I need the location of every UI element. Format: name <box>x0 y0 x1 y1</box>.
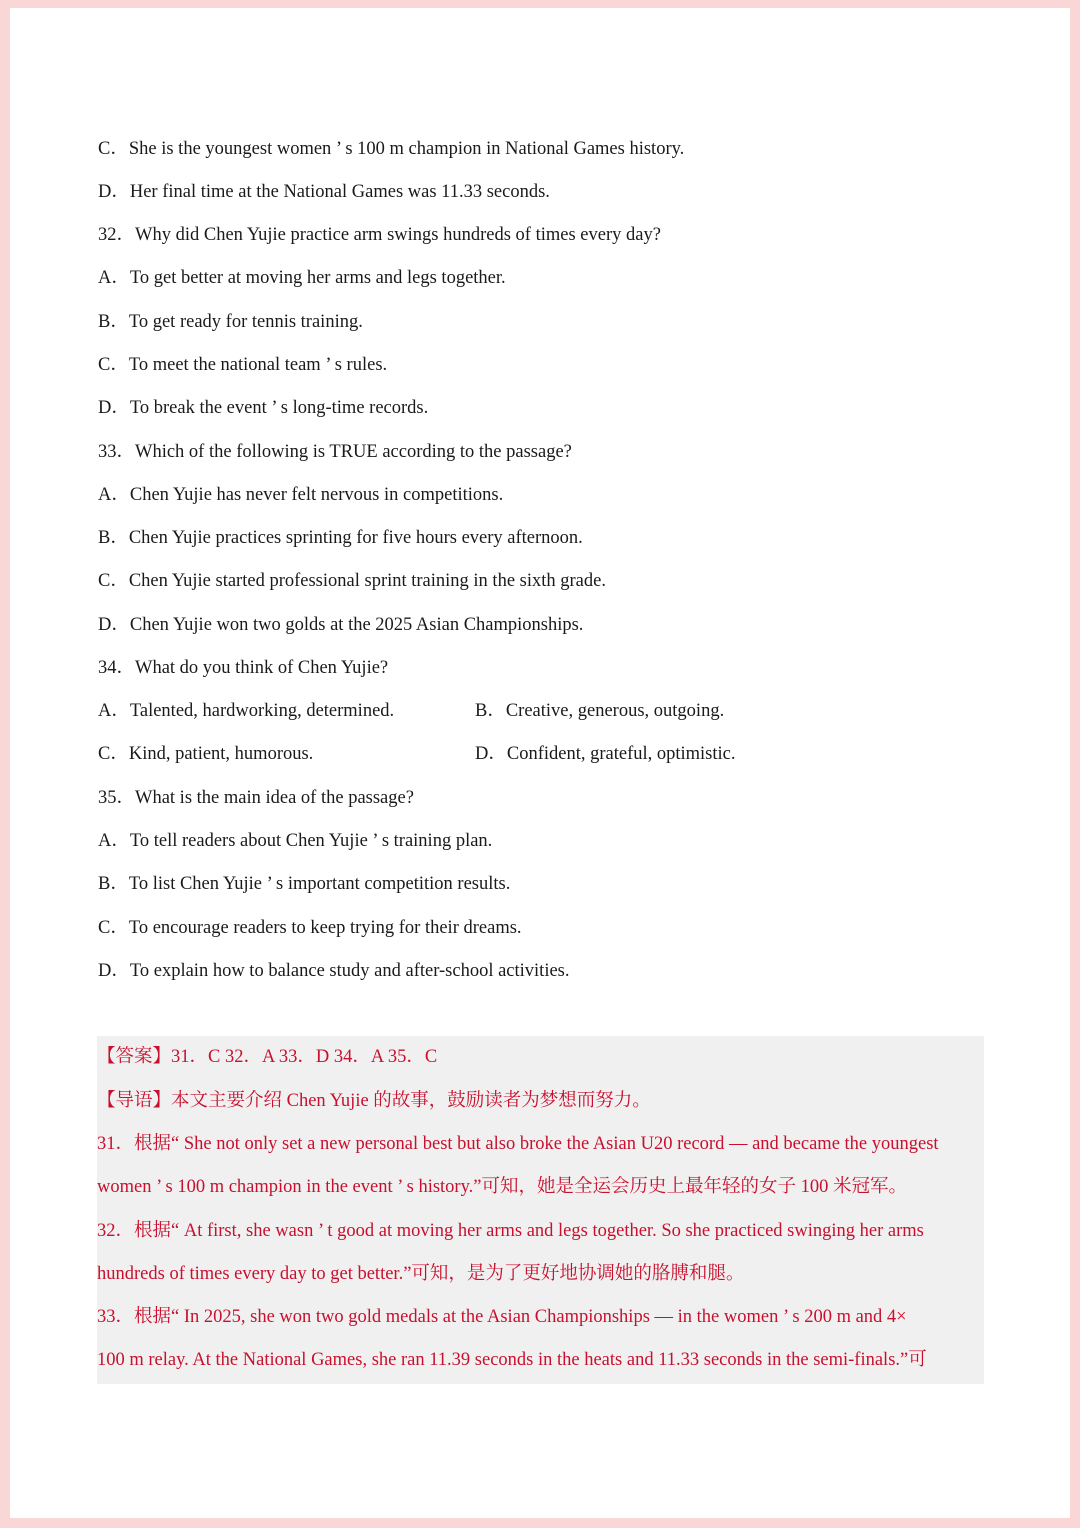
option-33-c: C．Chen Yujie started professional sprint training in the sixth grade. <box>98 571 606 591</box>
explanation-31-line1: 31．根据“ She not only set a new personal best but also broke the Asian U20 record — and became the youngest <box>97 1134 939 1154</box>
option-31-d: D．Her final time at the National Games was 11.33 seconds. <box>98 182 550 202</box>
option-32-b: B．To get ready for tennis training. <box>98 312 363 332</box>
question-34: 34．What do you think of Chen Yujie? <box>98 658 389 678</box>
option-35-b: B．To list Chen Yujie ’ s important competition results. <box>98 874 511 894</box>
explanation-33-line1: 33．根据“ In 2025, she won two gold medals at the Asian Championships — in the women ’ s 200 m and 4× <box>97 1307 907 1327</box>
option-31-c: C．She is the youngest women ’ s 100 m champion in National Games history. <box>98 139 685 159</box>
option-32-a: A．To get better at moving her arms and legs together. <box>98 268 506 288</box>
explanation-32-line1: 32．根据“ At first, she wasn ’ t good at moving her arms and legs together. So she practiced swinging her arms <box>97 1221 924 1241</box>
option-34-a: A．Talented, hardworking, determined. <box>98 701 395 721</box>
option-35-c: C．To encourage readers to keep trying for their dreams. <box>98 918 522 938</box>
explanation-32-line2: hundreds of times every day to get better.”可知，是为了更好地协调她的胳膊和腿。 <box>97 1264 745 1284</box>
option-34-c: C．Kind, patient, humorous. <box>98 744 314 764</box>
answer-intro: 【导语】本文主要介绍 Chen Yujie 的故事，鼓励读者为梦想而努力。 <box>97 1091 651 1111</box>
option-35-d: D．To explain how to balance study and after-school activities. <box>98 961 570 981</box>
document-page <box>10 8 1070 1518</box>
question-33: 33．Which of the following is TRUE according to the passage? <box>98 442 572 462</box>
option-32-d: D．To break the event ’ s long-time records. <box>98 398 429 418</box>
option-33-a: A．Chen Yujie has never felt nervous in competitions. <box>98 485 504 505</box>
option-34-d: D．Confident, grateful, optimistic. <box>475 744 736 764</box>
answer-section <box>97 1036 984 1384</box>
explanation-33-line2: 100 m relay. At the National Games, she ran 11.39 seconds in the heats and 11.33 seconds in the semi-finals.”可 <box>97 1350 927 1370</box>
answer-key: 【答案】31．C 32．A 33．D 34．A 35．C <box>97 1047 438 1067</box>
option-33-d: D．Chen Yujie won two golds at the 2025 Asian Championships. <box>98 615 584 635</box>
option-35-a: A．To tell readers about Chen Yujie ’ s training plan. <box>98 831 493 851</box>
question-32: 32．Why did Chen Yujie practice arm swings hundreds of times every day? <box>98 225 661 245</box>
option-32-c: C．To meet the national team ’ s rules. <box>98 355 388 375</box>
question-35: 35．What is the main idea of the passage? <box>98 788 414 808</box>
option-34-b: B．Creative, generous, outgoing. <box>475 701 725 721</box>
option-33-b: B．Chen Yujie practices sprinting for five hours every afternoon. <box>98 528 583 548</box>
explanation-31-line2: women ’ s 100 m champion in the event ’ s history.”可知，她是全运会历史上最年轻的女子 100 米冠军。 <box>97 1177 907 1197</box>
